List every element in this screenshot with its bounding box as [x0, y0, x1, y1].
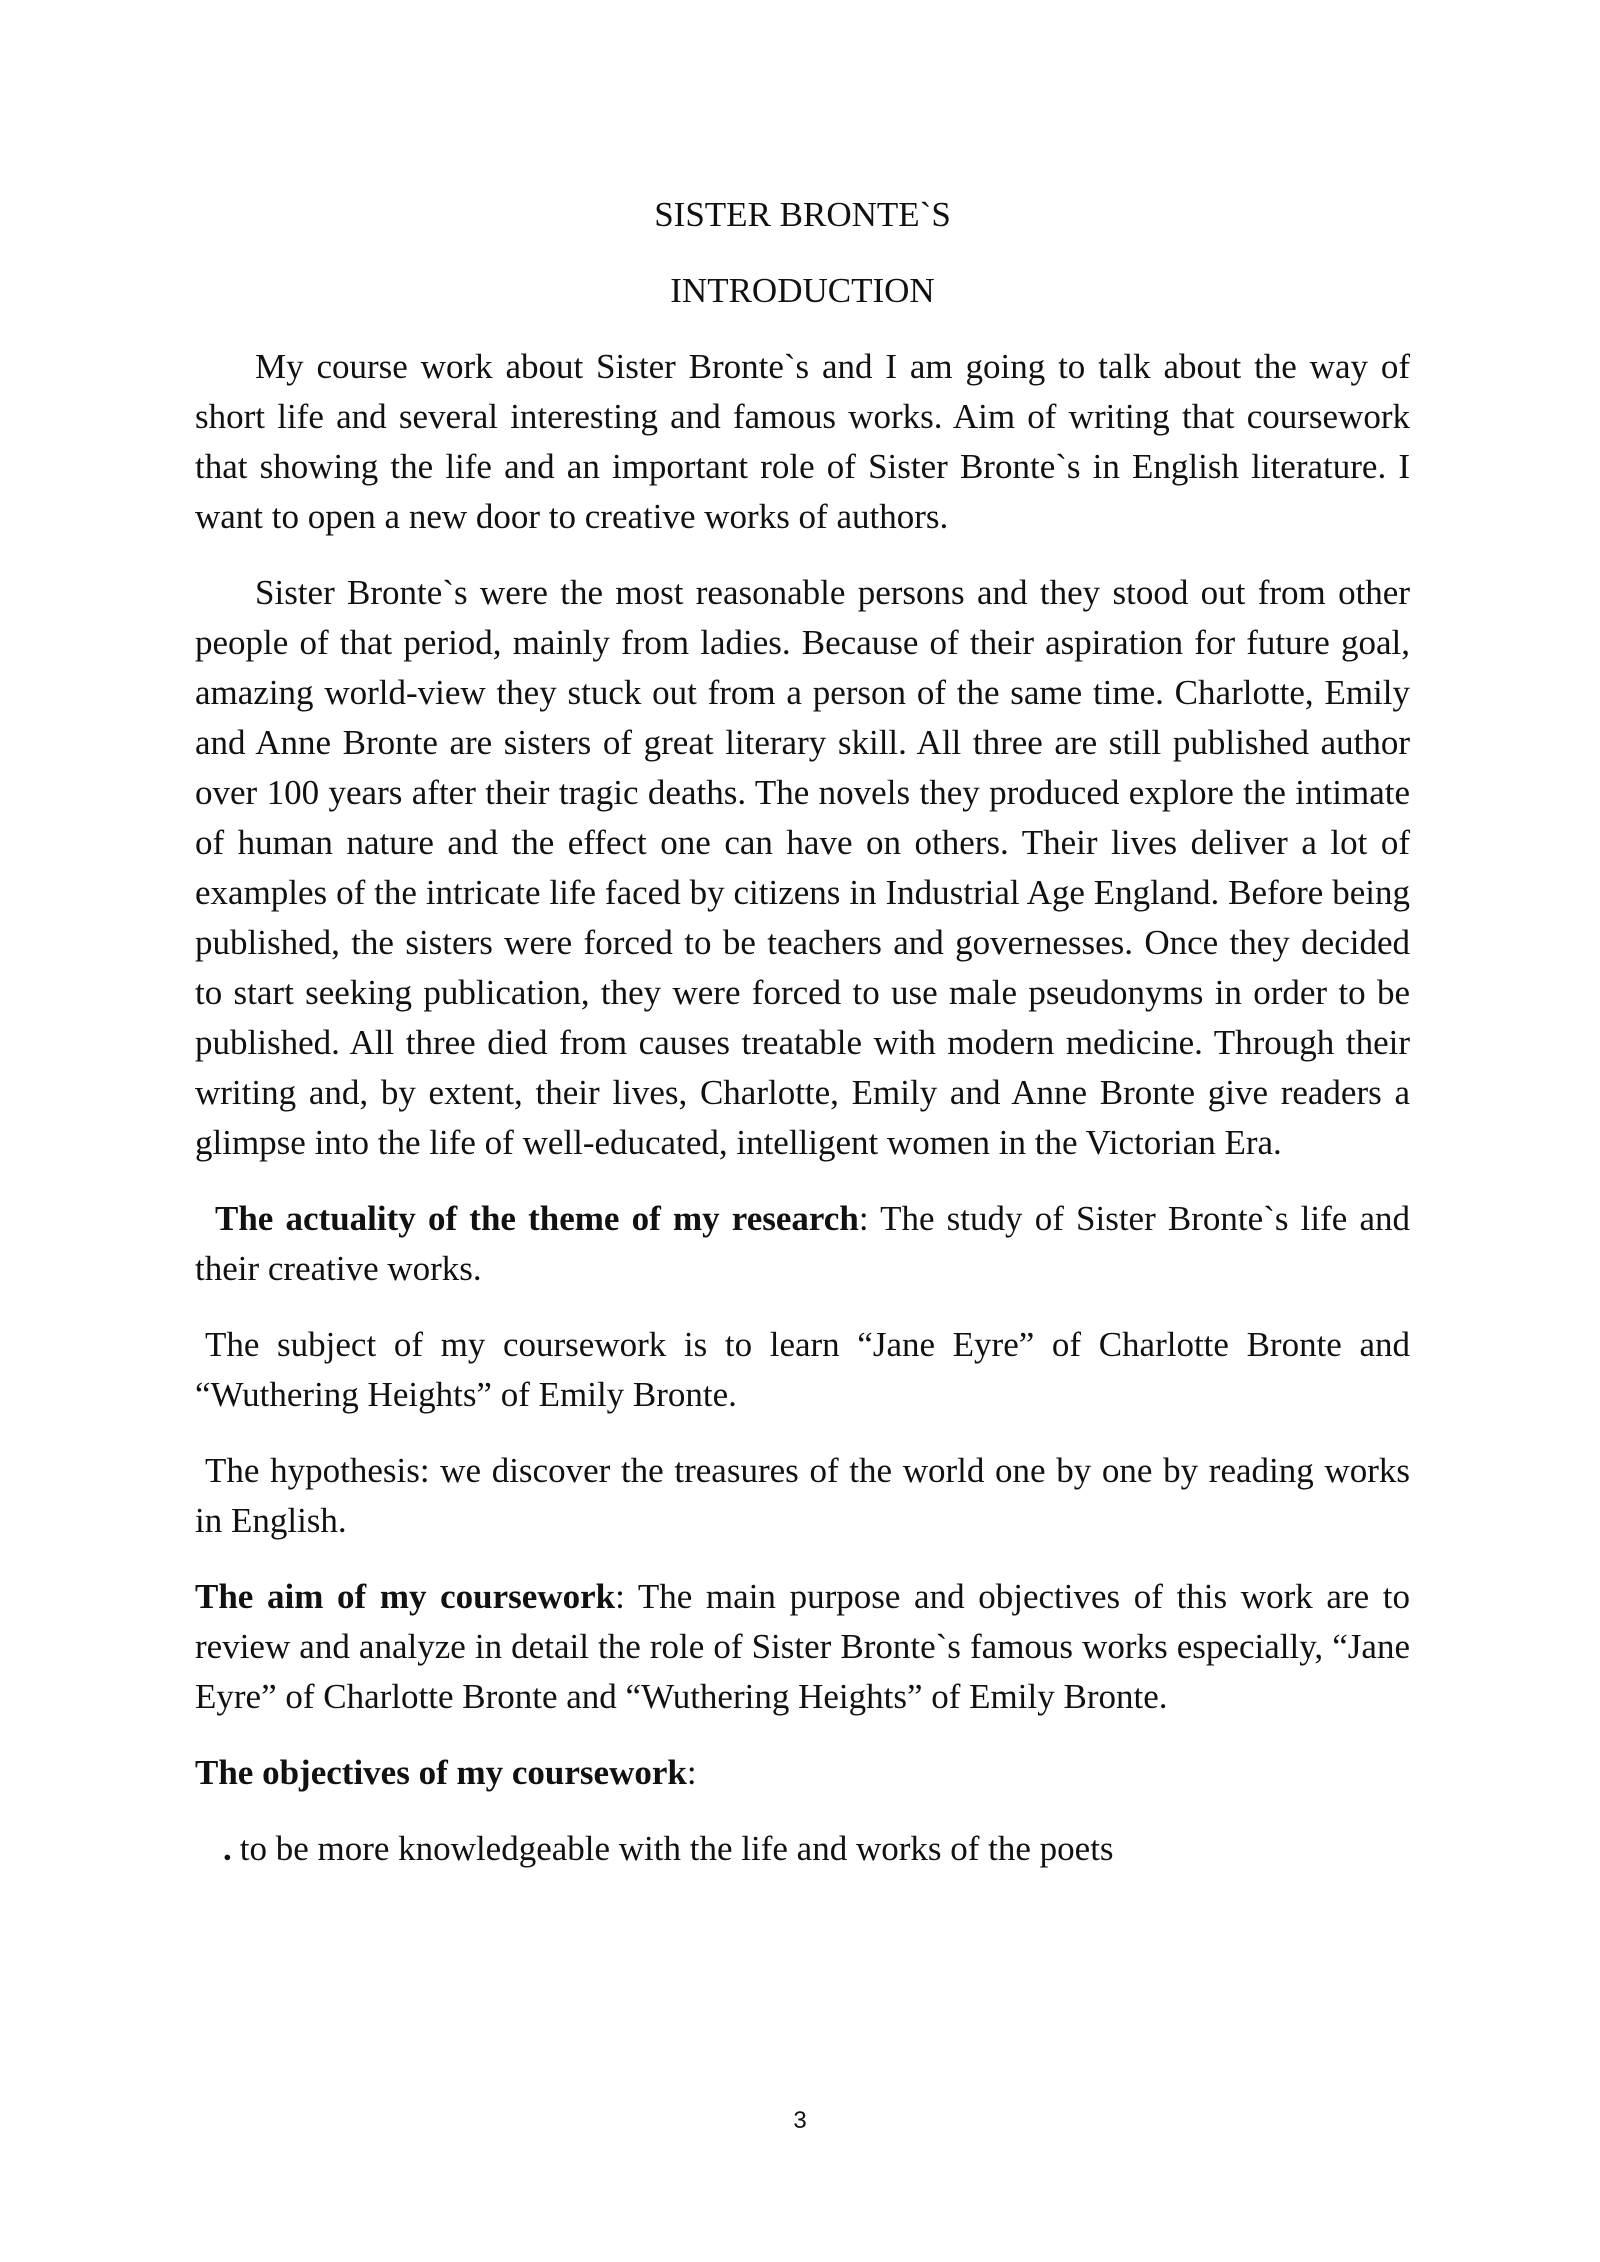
actuality-label: The actuality of the theme of my research	[215, 1199, 859, 1238]
document-title: SISTER BRONTE`S	[654, 195, 951, 234]
aim-label: The aim of my coursework	[195, 1577, 616, 1616]
aim-text: : The main purpose and objectives of this work are to review and analyze in detail the role of Sister Bronte`s famous works especially, “Jane Eyre” of Charlotte Bronte and “Wuthering Heights” of Emily Bronte.	[195, 1577, 1410, 1716]
intro-paragraph: My course work about Sister Bronte`s and I am going to talk about the way of short life and several interesting and famous works. Aim of writing that coursework that showing the life and an important role of Sister Bronte`s in English literature. I want to open a new door to creative works of authors.	[195, 347, 1410, 536]
objectives-colon: :	[686, 1753, 697, 1792]
bullet-dot: .	[223, 1829, 232, 1868]
objective-text: to be more knowledgeable with the life and works of the poets	[239, 1829, 1114, 1868]
page-content	[195, 190, 1410, 1900]
actuality-paragraph	[195, 1194, 1410, 1294]
bronte-description-paragraph: Sister Bronte`s were the most reasonable persons and they stood out from other people of that period, mainly from ladies. Because of their aspiration for future goal, amazing world-view they stuck out from a person of the same time. Charlotte, Emily and Anne Bronte are sisters of great literary skill. All three are still published author over 100 years after their tragic deaths. The novels they produced explore the intimate of human nature and the effect one can have on others. Their lives deliver a lot of examples of the intricate life faced by citizens in Industrial Age England. Before being published, the sisters were forced to be teachers and governesses. Once they decided to start seeking publication, they were forced to use male pseudonyms in order to be published. All three died from causes treatable with modern medicine. Through their writing and, by extent, their lives, Charlotte, Emily and Anne Bronte give readers a glimpse into the life of well-educated, intelligent women in the Victorian Era.	[195, 573, 1410, 1162]
actuality-text: : The study of Sister Bronte`s life and their creative works.	[195, 1199, 1410, 1288]
page-number: 3	[793, 2107, 807, 2134]
objective-list-item	[223, 1824, 1410, 1874]
section-heading: INTRODUCTION	[670, 271, 935, 310]
subject-paragraph: The subject of my coursework is to learn “Jane Eyre” of Charlotte Bronte and “Wuthering Heights” of Emily Bronte.	[195, 1325, 1410, 1414]
hypothesis-paragraph: The hypothesis: we discover the treasures of the world one by one by reading works in English.	[195, 1451, 1410, 1540]
aim-paragraph	[195, 1572, 1410, 1722]
objectives-heading	[195, 1748, 1410, 1798]
objectives-label: The objectives of my coursework	[195, 1753, 687, 1792]
